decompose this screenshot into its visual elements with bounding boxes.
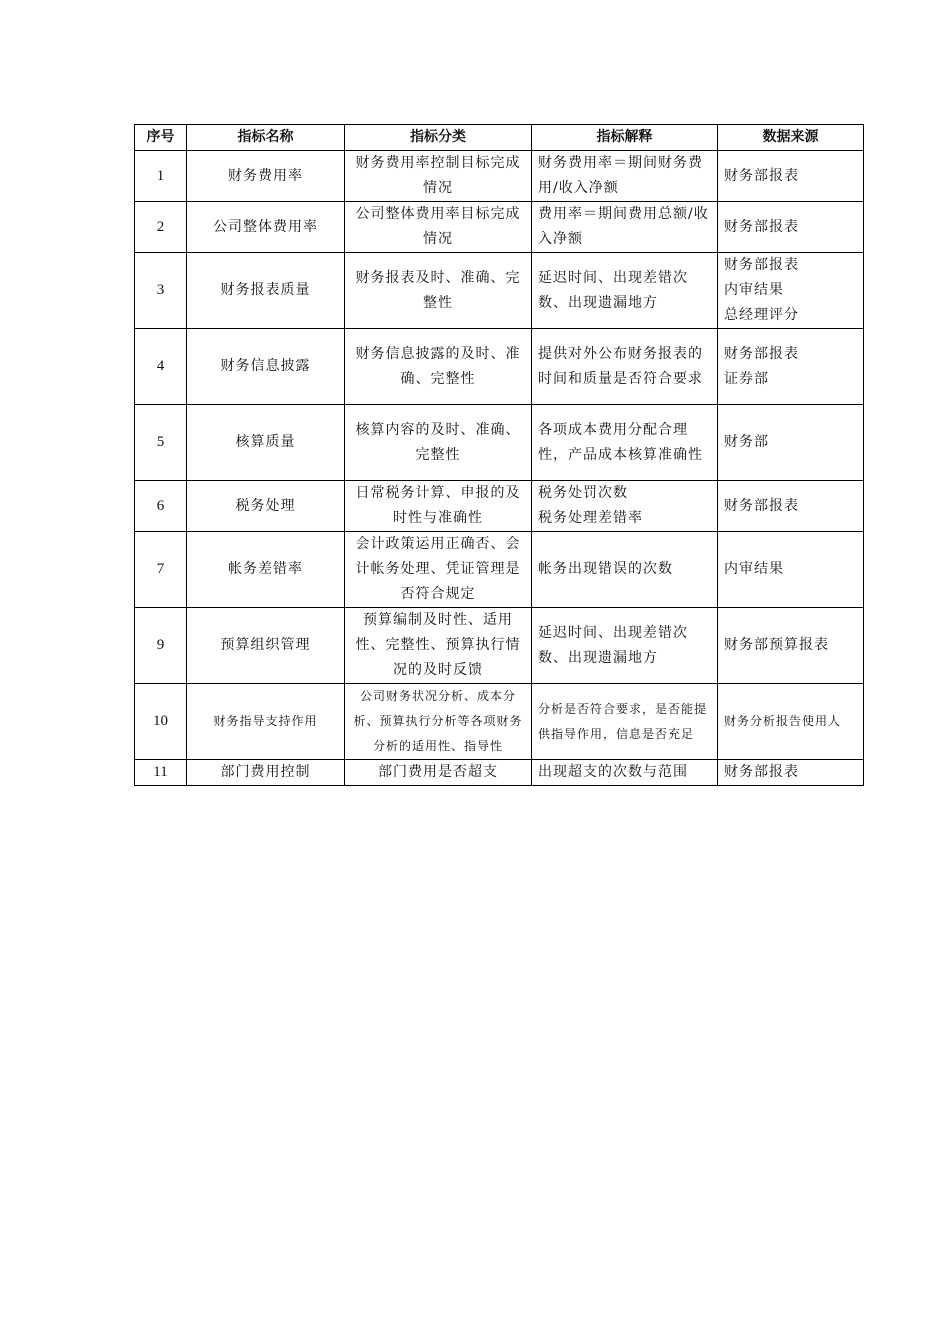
row-name: 财务指导支持作用 <box>187 684 345 760</box>
row-source: 财务部报表 <box>718 151 864 202</box>
header-indicator-explanation: 指标解释 <box>532 125 718 151</box>
table-row <box>135 202 864 253</box>
row-category: 预算编制及时性、适用性、完整性、预算执行情况的及时反馈 <box>345 608 532 684</box>
table-row <box>135 760 864 786</box>
header-index: 序号 <box>135 125 187 151</box>
row-source: 财务分析报告使用人 <box>718 684 864 760</box>
row-name: 税务处理 <box>187 481 345 532</box>
row-index: 4 <box>135 329 187 405</box>
row-index: 1 <box>135 151 187 202</box>
row-explanation: 费用率＝期间费用总额/收入净额 <box>532 202 718 253</box>
row-category: 财务信息披露的及时、准确、完整性 <box>345 329 532 405</box>
row-category: 会计政策运用正确否、会计帐务处理、凭证管理是否符合规定 <box>345 532 532 608</box>
row-name: 部门费用控制 <box>187 760 345 786</box>
table-row <box>135 329 864 405</box>
table-row <box>135 151 864 202</box>
table-row <box>135 608 864 684</box>
row-source: 财务部 <box>718 405 864 481</box>
row-name: 核算质量 <box>187 405 345 481</box>
row-category: 部门费用是否超支 <box>345 760 532 786</box>
row-category: 公司整体费用率目标完成情况 <box>345 202 532 253</box>
row-category: 财务费用率控制目标完成情况 <box>345 151 532 202</box>
row-source: 财务部报表 <box>718 760 864 786</box>
row-name: 帐务差错率 <box>187 532 345 608</box>
header-indicator-category: 指标分类 <box>345 125 532 151</box>
row-category: 公司财务状况分析、成本分析、预算执行分析等各项财务分析的适用性、指导性 <box>345 684 532 760</box>
table-header-row <box>135 125 864 151</box>
row-explanation: 财务费用率＝期间财务费用/收入净额 <box>532 151 718 202</box>
row-index: 10 <box>135 684 187 760</box>
table-row <box>135 532 864 608</box>
row-source: 财务部预算报表 <box>718 608 864 684</box>
row-explanation: 税务处罚次数 税务处理差错率 <box>532 481 718 532</box>
row-index: 7 <box>135 532 187 608</box>
row-index: 3 <box>135 253 187 329</box>
row-index: 11 <box>135 760 187 786</box>
row-category: 核算内容的及时、准确、完整性 <box>345 405 532 481</box>
row-name: 财务费用率 <box>187 151 345 202</box>
row-category: 财务报表及时、准确、完整性 <box>345 253 532 329</box>
row-explanation: 帐务出现错误的次数 <box>532 532 718 608</box>
row-name: 预算组织管理 <box>187 608 345 684</box>
row-name: 财务信息披露 <box>187 329 345 405</box>
row-source: 内审结果 <box>718 532 864 608</box>
row-explanation: 延迟时间、出现差错次数、出现遗漏地方 <box>532 253 718 329</box>
row-name: 财务报表质量 <box>187 253 345 329</box>
row-source: 财务部报表 证券部 <box>718 329 864 405</box>
row-source: 财务部报表 <box>718 481 864 532</box>
kpi-table <box>134 124 864 786</box>
row-index: 9 <box>135 608 187 684</box>
row-explanation: 各项成本费用分配合理性，产品成本核算准确性 <box>532 405 718 481</box>
table-row <box>135 481 864 532</box>
table-row <box>135 253 864 329</box>
row-name: 公司整体费用率 <box>187 202 345 253</box>
header-indicator-name: 指标名称 <box>187 125 345 151</box>
header-data-source: 数据来源 <box>718 125 864 151</box>
row-explanation: 出现超支的次数与范围 <box>532 760 718 786</box>
row-category: 日常税务计算、申报的及时性与准确性 <box>345 481 532 532</box>
table-row <box>135 405 864 481</box>
row-explanation: 分析是否符合要求，是否能提供指导作用，信息是否充足 <box>532 684 718 760</box>
row-explanation: 延迟时间、出现差错次数、出现遗漏地方 <box>532 608 718 684</box>
row-index: 5 <box>135 405 187 481</box>
row-index: 6 <box>135 481 187 532</box>
row-source: 财务部报表 <box>718 202 864 253</box>
row-explanation: 提供对外公布财务报表的时间和质量是否符合要求 <box>532 329 718 405</box>
row-index: 2 <box>135 202 187 253</box>
row-source: 财务部报表 内审结果 总经理评分 <box>718 253 864 329</box>
table-row <box>135 684 864 760</box>
